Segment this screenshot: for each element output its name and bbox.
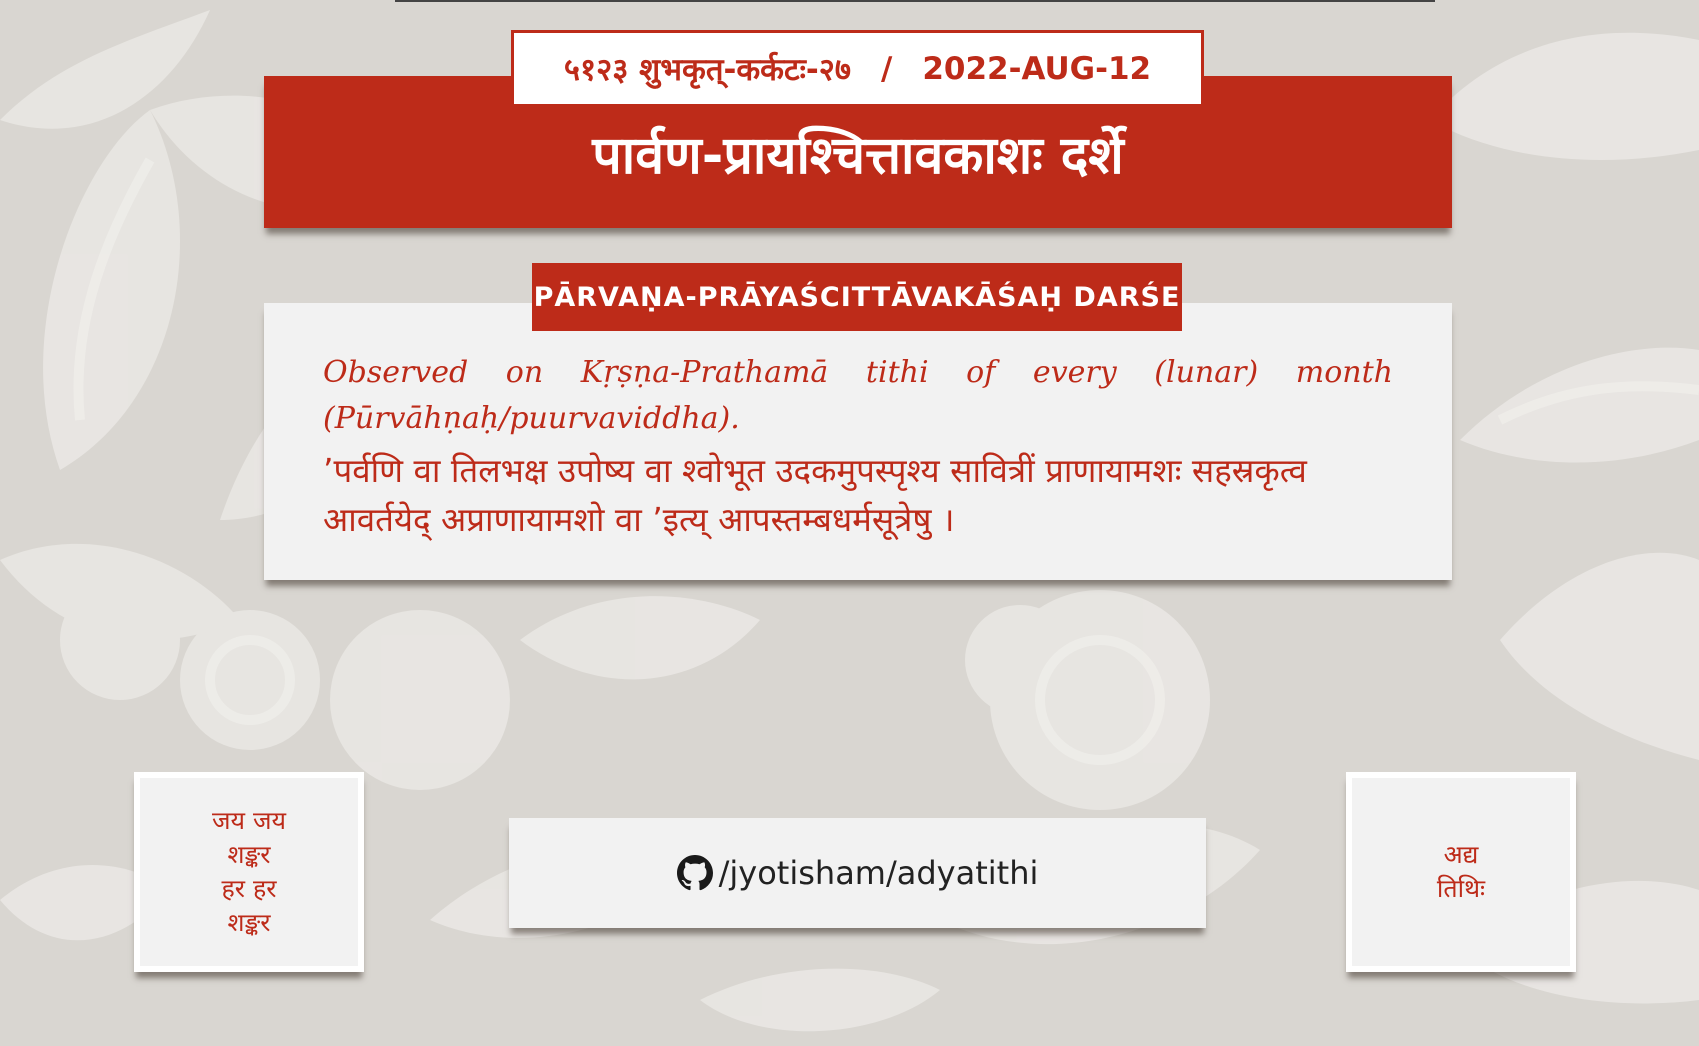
top-divider (395, 0, 1435, 2)
repo-link-box[interactable] (509, 818, 1206, 928)
card-quote: ’पर्वणि वा तिलभक्ष उपोष्य वा श्वोभूत उदकमुपस्पृश्य सावित्रीं प्राणायामशः सहस्रकृत्व आवर्तयेद् अप्राणायामशो वा ’इत्य् आपस्तम्बधर्मसूत्रेषु । (323, 451, 1307, 539)
tithi-line: अद्य (1443, 840, 1479, 869)
salutation-line: शङ्कर (227, 908, 271, 937)
salutation-line: हर हर (221, 874, 277, 903)
date-gregorian: 2022-AUG-12 (922, 50, 1152, 87)
page-title: पार्वण-प्रायश्चित्तावकाशः दर्शे (592, 126, 1124, 186)
github-icon (677, 855, 713, 891)
card-subtitle: PĀRVAṆA-PRĀYAŚCITTĀVAKĀŚAḤ DARŚE (532, 263, 1182, 331)
tithi-line: तिथिः (1436, 874, 1486, 903)
salutation-line: जय जय (211, 806, 287, 835)
right-tithi-box (1346, 772, 1576, 972)
date-box (511, 30, 1204, 107)
card-description: Observed on Kṛṣṇa-Prathamā tithi of every (lunar) month (Pūrvāhṇaḥ/puurvaviddha). (323, 355, 1393, 436)
repo-link[interactable]: /jyotisham/adyatithi (718, 854, 1039, 892)
salutation-line: शङ्कर (227, 840, 271, 869)
left-salutation-box (134, 772, 364, 972)
date-devanagari: ५१२३ शुभकृत्-कर्कटः-२७ (563, 51, 851, 88)
date-separator: / (880, 50, 893, 87)
